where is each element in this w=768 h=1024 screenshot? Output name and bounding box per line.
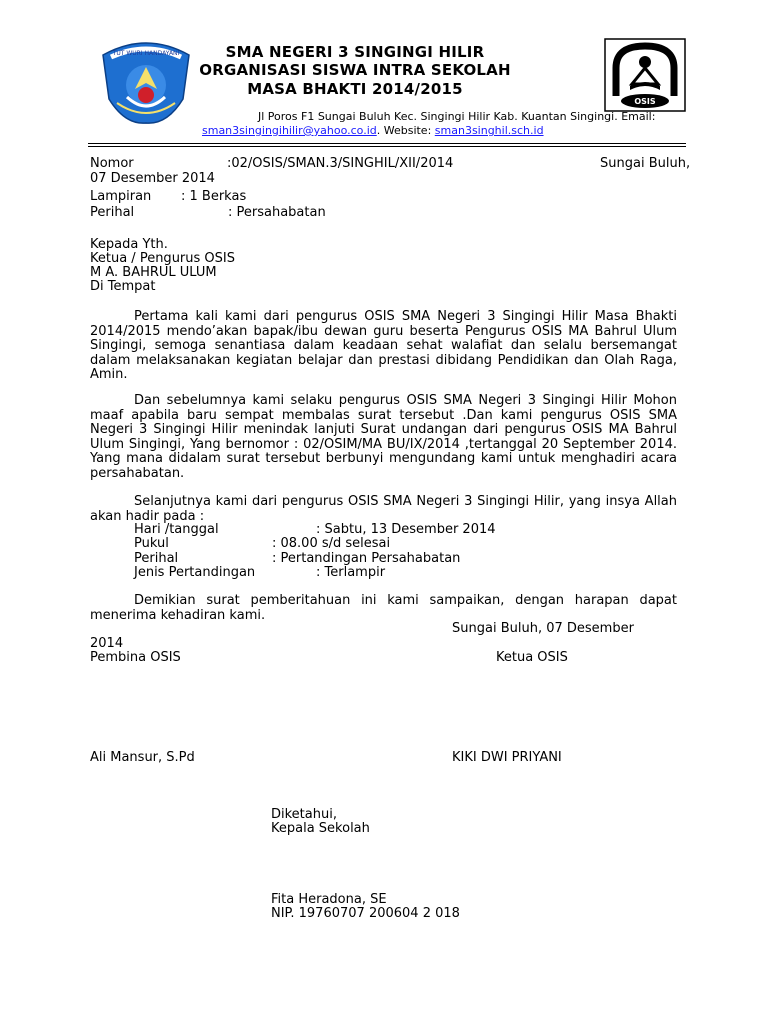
sign-right-title: Ketua OSIS bbox=[496, 650, 568, 665]
recipient-line-4: Di Tempat bbox=[90, 279, 156, 294]
organization-name: ORGANISASI SISWA INTRA SEKOLAH bbox=[199, 61, 511, 79]
detail-label-subject: Perihal bbox=[134, 551, 179, 566]
recipient-line-2: Ketua / Pengurus OSIS bbox=[90, 251, 235, 266]
tut-wuri-handayani-logo bbox=[97, 37, 195, 125]
sign-right-name: KIKI DWI PRIYANI bbox=[452, 750, 562, 765]
nomor-label: Nomor bbox=[90, 156, 134, 171]
contact-line bbox=[202, 124, 544, 137]
recipient-line-1: Kepada Yth. bbox=[90, 237, 168, 252]
sign-left-name: Ali Mansur, S.Pd bbox=[90, 750, 195, 765]
paragraph-1: Pertama kali kami dari pengurus OSIS SMA Negeri 3 Singingi Hilir Masa Bhakti 2014/2015 mendo’akan bapak/ibu dewan guru beserta Pengurus OSIS MA Bahrul Ulum Singingi, semoga senantiasa dalam keadaan sehat walafiat dan selalu bersemangat dalam melaksanakan kegiatan belajar dan prestasi dibidang Pendidikan dan Olah Raga, Amin. bbox=[90, 309, 677, 382]
perihal-value: : Persahabatan bbox=[228, 205, 326, 220]
principal-name: Fita Heradona, SE bbox=[271, 892, 387, 907]
principal-nip: NIP. 19760707 200604 2 018 bbox=[271, 906, 460, 921]
website-label: . Website: bbox=[376, 124, 435, 137]
detail-value-type: : Terlampir bbox=[316, 565, 386, 580]
sign-left-title: Pembina OSIS bbox=[90, 650, 181, 665]
svg-text:TUT WURI HANDAYANI: TUT WURI HANDAYANI bbox=[112, 50, 180, 57]
detail-value-day: : Sabtu, 13 Desember 2014 bbox=[316, 522, 496, 537]
svg-text:OSIS: OSIS bbox=[634, 97, 656, 106]
letter-place: Sungai Buluh, bbox=[600, 156, 691, 171]
header-divider-double bbox=[88, 146, 686, 147]
paragraph-2: Dan sebelumnya kami selaku pengurus OSIS SMA Negeri 3 Singingi Hilir Mohon maaf apabila baru sempat membalas surat tersebut .Dan kami pengurus OSIS SMA Negeri 3 Singingi Hilir menindak lanjuti Surat undangan dari pengurus OSIS MA Bahrul Ulum Singingi, Yang bernomor : 02/OSIM/MA BU/IX/2014 ,tertanggal 20 September 2014. Yang mana didalam surat tersebut berbunyi mengundang kami untuk menghadiri acara persahabatan. bbox=[90, 393, 677, 481]
recipient-line-3: M A. BAHRUL ULUM bbox=[90, 265, 217, 280]
detail-label-day: Hari /tanggal bbox=[134, 522, 219, 537]
school-name: SMA NEGERI 3 SINGINGI HILIR bbox=[225, 43, 485, 61]
website-link[interactable]: sman3singhil.sch.id bbox=[434, 124, 544, 137]
detail-value-subject: : Pertandingan Persahabatan bbox=[272, 551, 461, 566]
acknowledged-label: Diketahui, bbox=[271, 807, 337, 822]
nomor-value: :02/OSIS/SMAN.3/SINGHIL/XII/2014 bbox=[227, 156, 454, 171]
detail-label-time: Pukul bbox=[134, 536, 169, 551]
lampiran-label: Lampiran bbox=[90, 189, 152, 204]
principal-title: Kepala Sekolah bbox=[271, 821, 370, 836]
detail-label-type: Jenis Pertandingan bbox=[134, 565, 256, 580]
perihal-label: Perihal bbox=[90, 205, 135, 220]
paragraph-3: Selanjutnya kami dari pengurus OSIS SMA Negeri 3 Singingi Hilir, yang insya Allah akan hadir pada : bbox=[90, 494, 677, 524]
closing-place-date: Sungai Buluh, 07 Desember bbox=[452, 621, 634, 636]
closing-year: 2014 bbox=[90, 636, 124, 651]
lampiran-value: : 1 Berkas bbox=[181, 189, 247, 204]
letter-date: 07 Desember 2014 bbox=[90, 171, 215, 186]
period-title: MASA BHAKTI 2014/2015 bbox=[247, 80, 463, 98]
osis-logo bbox=[604, 38, 686, 112]
header-divider bbox=[88, 143, 686, 144]
detail-value-time: : 08.00 s/d selesai bbox=[272, 536, 391, 551]
paragraph-4: Demikian surat pemberitahuan ini kami sampaikan, dengan harapan dapat menerima kehadiran kami. bbox=[90, 593, 677, 623]
address-line: Jl Poros F1 Sungai Buluh Kec. Singingi Hilir Kab. Kuantan Singingi. Email: bbox=[258, 110, 656, 123]
email-link[interactable]: sman3singingihilir@yahoo.co.id bbox=[202, 124, 377, 137]
